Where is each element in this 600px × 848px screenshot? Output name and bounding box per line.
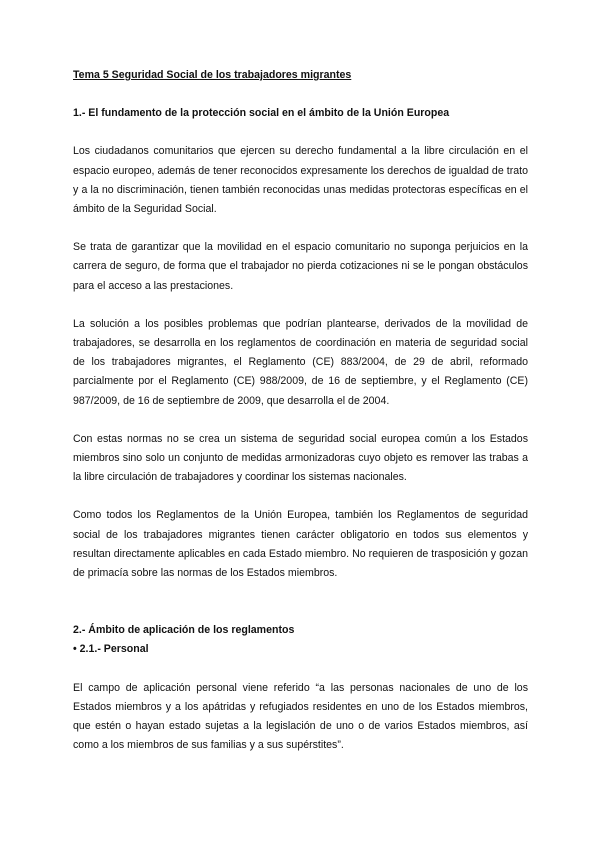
section-1-paragraph-3: La solución a los posibles problemas que podrían plantearse, derivados de la movilidad de trabajadores, se desarrolla en los reglamentos de coordinación en materia de seguridad social de los trabajadores migrantes, el Reglamento (CE) 883/2004, de 29 de abril, reformado parcialmente por el Reglamento (CE) 988/2009, de 16 de septiembre, y el Reglamento (CE) 987/2009, de 16 de septiembre de 2009, que desarrolla el de 2004. — [73, 317, 528, 407]
section-1-heading: 1.- El fundamento de la protección social en el ámbito de la Unión Europea — [73, 107, 450, 120]
document-body — [73, 66, 528, 755]
section-2-1-subheading: • 2.1.- Personal — [73, 643, 149, 656]
section-1-paragraph-1: Los ciudadanos comunitarios que ejercen su derecho fundamental a la libre circulación en el espacio europeo, además de tener reconocidos expresamente los derechos de igualdad de trato y a la no discriminación, tienen también reconocidas unas medidas protectoras específicas en el ámbito de la Seguridad Social. — [73, 145, 528, 216]
section-2-heading: 2.- Ámbito de aplicación de los reglamentos — [73, 624, 295, 637]
section-2-paragraph-1: El campo de aplicación personal viene referido “a las personas nacionales de uno de los Estados miembros y a los apátridas y refugiados residentes en uno de los Estados miembros, que estén o hayan estado sujetas a la legislación de uno o de varios Estados miembros, así como a los miembros de sus familias y a sus supérstites”. — [73, 681, 528, 752]
section-1-paragraph-4: Con estas normas no se crea un sistema de seguridad social europea común a los Estados miembros sino solo un conjunto de medidas armonizadoras cuyo objeto es remover las trabas a la libre circulación de trabajadores y coordinar los sistemas nacionales. — [73, 432, 528, 484]
section-1-paragraph-2: Se trata de garantizar que la movilidad en el espacio comunitario no suponga perjuicios en la carrera de seguro, de forma que el trabajador no pierda cotizaciones ni se le pongan obstáculos para el acceso a las prestaciones. — [73, 241, 528, 292]
section-1-paragraph-5: Como todos los Reglamentos de la Unión Europea, también los Reglamentos de seguridad social de los trabajadores migrantes tienen carácter obligatorio en todos sus elementos y resultan directamente aplicables en cada Estado miembro. No requieren de trasposición y gozan de primacía sobre las normas de los Estados miembros. — [73, 509, 528, 580]
document-title: Tema 5 Seguridad Social de los trabajadores migrantes — [73, 69, 352, 81]
